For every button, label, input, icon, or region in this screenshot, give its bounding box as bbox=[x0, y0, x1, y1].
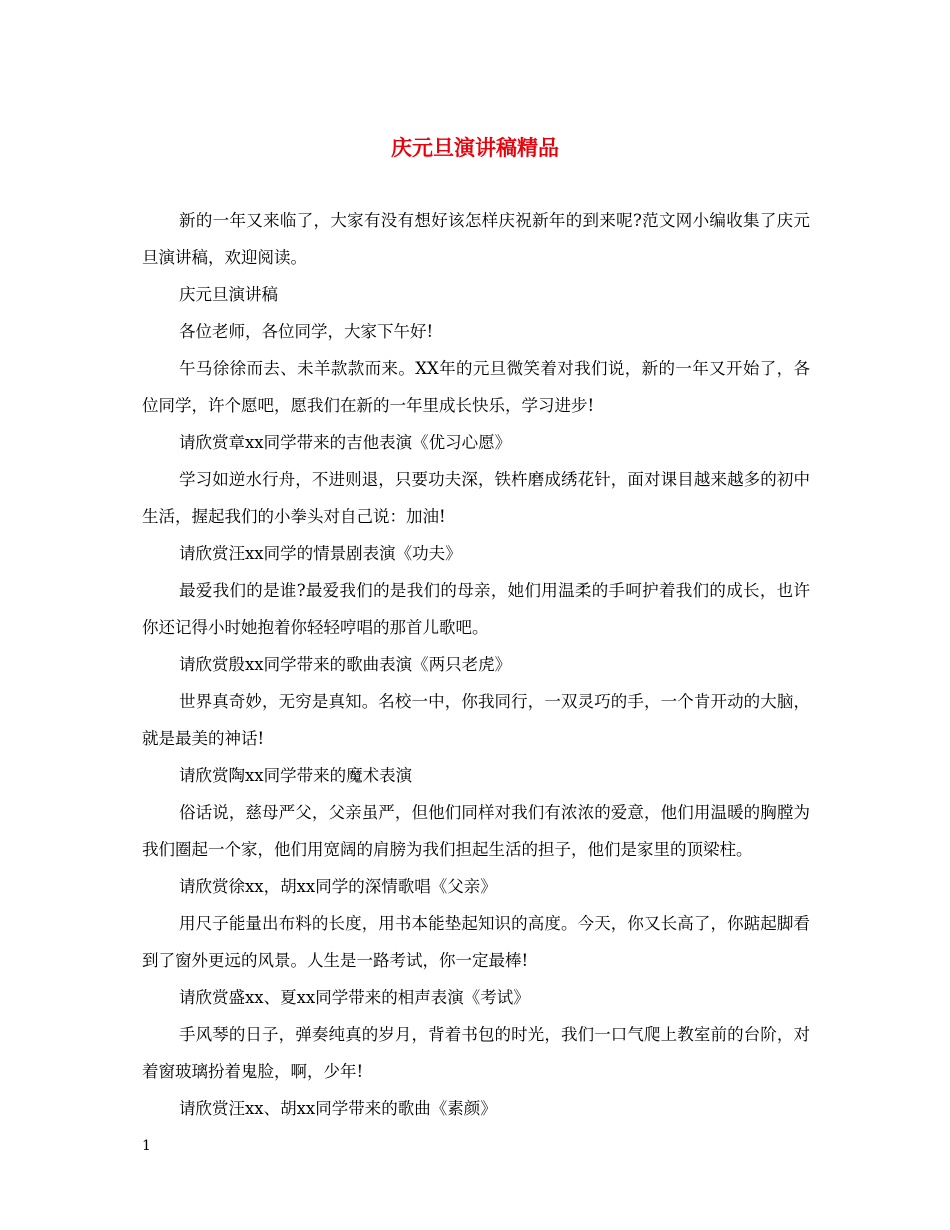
paragraph: 请欣赏盛xx、夏xx同学带来的相声表演《考试》 bbox=[179, 988, 530, 1007]
paragraph: 新的一年又来临了，大家有没有想好该怎样庆祝新年的到来呢?范文网小编收集了庆元旦演讲稿，欢迎阅读。 bbox=[142, 211, 810, 267]
paragraph: 请欣赏陶xx同学带来的魔术表演 bbox=[179, 766, 413, 785]
paragraph: 请欣赏殷xx同学带来的歌曲表演《两只老虎》 bbox=[179, 655, 512, 674]
paragraph: 庆元旦演讲稿 bbox=[179, 285, 278, 304]
paragraph: 各位老师，各位同学，大家下午好! bbox=[179, 322, 434, 341]
page-number: 1 bbox=[142, 1138, 151, 1154]
paragraph: 用尺子能量出布料的长度，用书本能垫起知识的高度。今天，你又长高了，你踮起脚看到了窗外更远的风景。人生是一路考试，你一定最棒! bbox=[142, 914, 810, 970]
paragraph: 最爱我们的是谁?最爱我们的是我们的母亲，她们用温柔的手呵护着我们的成长，也许你还记得小时她抱着你轻轻哼唱的那首儿歌吧。 bbox=[142, 581, 810, 637]
paragraph: 请欣赏章xx同学带来的吉他表演《优习心愿》 bbox=[179, 433, 512, 452]
paragraph: 学习如逆水行舟，不进则退，只要功夫深，铁杵磨成绣花针，面对课目越来越多的初中生活，握起我们的小拳头对自己说：加油! bbox=[142, 470, 810, 526]
paragraph: 请欣赏汪xx同学的情景剧表演《功夫》 bbox=[179, 544, 462, 563]
document-body bbox=[142, 202, 810, 1127]
document-title: 庆元旦演讲稿精品 bbox=[391, 136, 559, 160]
paragraph: 世界真奇妙，无穷是真知。名校一中，你我同行，一双灵巧的手，一个肯开动的大脑，就是最美的神话! bbox=[142, 692, 810, 748]
paragraph: 请欣赏汪xx、胡xx同学带来的歌曲《素颜》 bbox=[179, 1099, 497, 1118]
paragraph: 俗话说，慈母严父，父亲虽严，但他们同样对我们有浓浓的爱意，他们用温暖的胸膛为我们圈起一个家，他们用宽阔的肩膀为我们担起生活的担子，他们是家里的顶梁柱。 bbox=[142, 803, 810, 859]
paragraph: 请欣赏徐xx，胡xx同学的深情歌唱《父亲》 bbox=[179, 877, 497, 896]
paragraph: 午马徐徐而去、未羊款款而来。XX年的元旦微笑着对我们说，新的一年又开始了，各位同学，许个愿吧，愿我们在新的一年里成长快乐，学习进步! bbox=[142, 359, 810, 415]
paragraph: 手风琴的日子，弹奏纯真的岁月，背着书包的时光，我们一口气爬上教室前的台阶，对着窗玻璃扮着鬼脸，啊，少年! bbox=[142, 1025, 810, 1081]
